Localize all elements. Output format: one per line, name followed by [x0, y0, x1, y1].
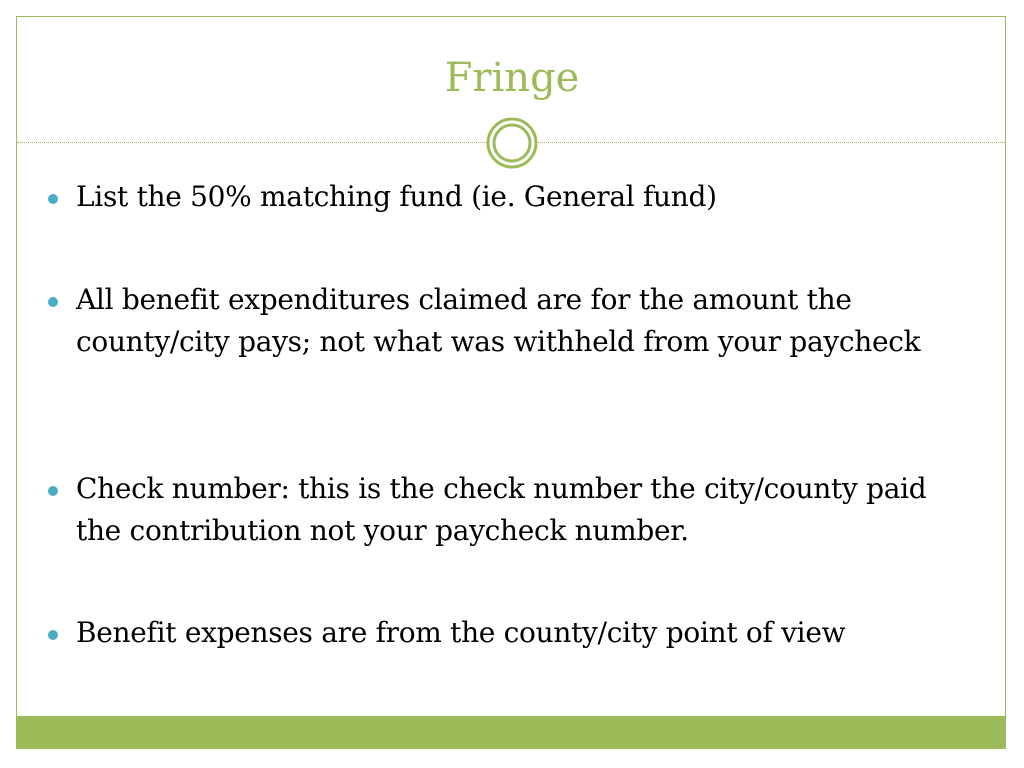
bullet-dot-icon	[48, 297, 58, 307]
footer-band	[17, 716, 1005, 748]
bullet-item-point-of-view	[48, 612, 968, 654]
title-divider-right	[536, 142, 1005, 143]
circle-ornament-icon	[485, 116, 539, 170]
bullet-dot-icon	[48, 630, 58, 640]
bullet-text: Check number: this is the check number the city/county paid the contribution not your paycheck number.	[76, 472, 927, 547]
bullet-text: List the 50% matching fund (ie. General fund)	[76, 180, 717, 213]
slide-title: Fringe	[444, 55, 580, 101]
title-divider-left	[17, 142, 489, 143]
bullet-item-matching-fund	[48, 176, 968, 218]
bullet-text: Benefit expenses are from the county/city point of view	[76, 616, 846, 649]
bullet-text: All benefit expenditures claimed are for the amount the county/city pays; not what was withheld from your paycheck	[76, 283, 921, 358]
bullet-dot-icon	[48, 194, 58, 204]
bullet-item-check-number	[48, 468, 968, 552]
bullet-item-benefit-expenditures	[48, 279, 968, 363]
bullet-dot-icon	[48, 486, 58, 496]
